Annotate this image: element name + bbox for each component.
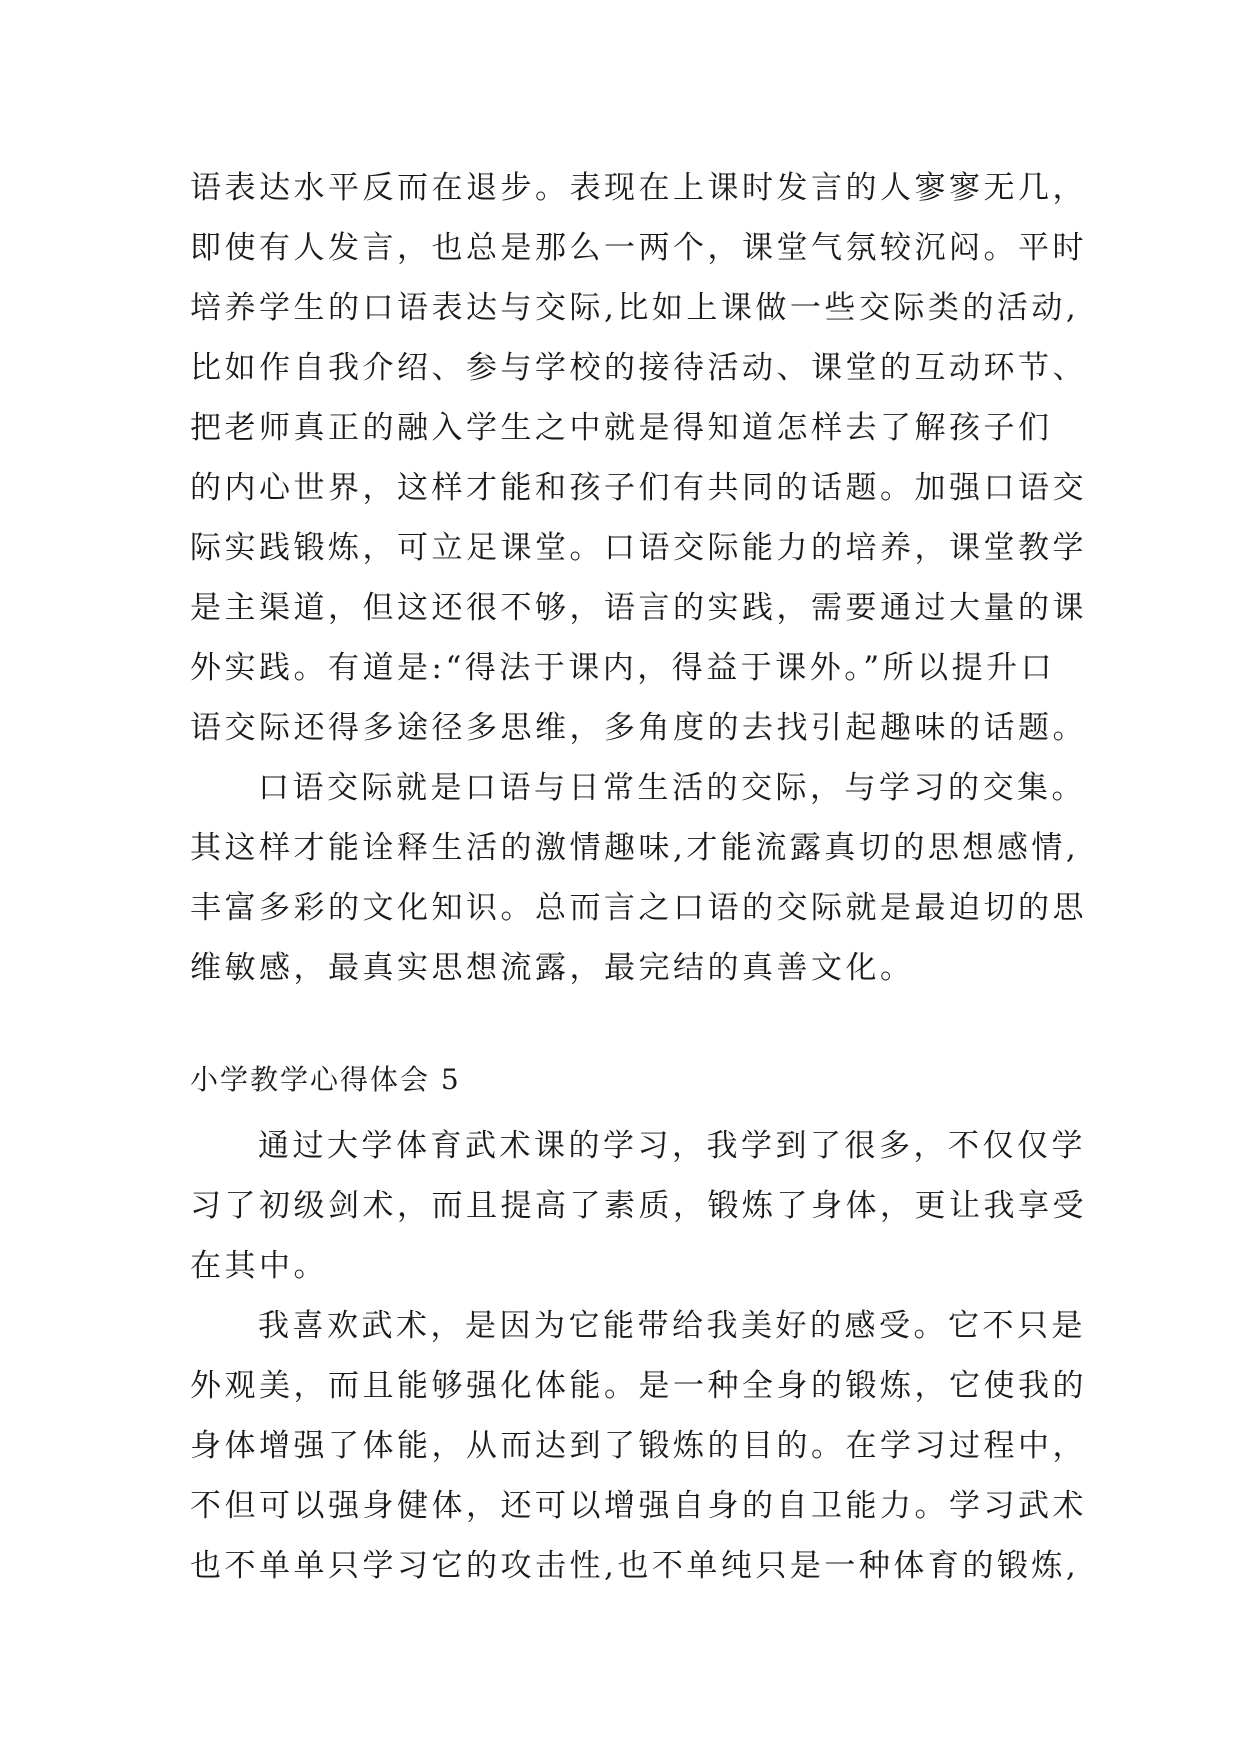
- paragraph-a-line-5: 把老师真正的融入学生之中就是得知道怎样去了解孩子们: [190, 410, 1053, 446]
- paragraph-a-line-1: 语表达水平反而在退步。表现在上课时发言的人寥寥无几，: [190, 170, 1087, 206]
- paragraph-c-line-3: 在其中。: [190, 1248, 328, 1284]
- paragraph-a-line-6: 的内心世界，这样才能和孩子们有共同的话题。加强口语交: [190, 470, 1087, 506]
- paragraph-d-line-1: 我喜欢武术，是因为它能带给我美好的感受。它不只是: [258, 1308, 1086, 1344]
- paragraph-a-line-2: 即使有人发言，也总是那么一两个，课堂气氛较沉闷。平时: [190, 230, 1087, 266]
- paragraph-a-line-3: 培养学生的口语表达与交际,比如上课做一些交际类的活动,: [190, 290, 1080, 326]
- section-heading: 小学教学心得体会 5: [190, 1063, 461, 1096]
- paragraph-d-line-3: 身体增强了体能，从而达到了锻炼的目的。在学习过程中，: [190, 1428, 1087, 1464]
- paragraph-c-line-2: 习了初级剑术，而且提高了素质，锻炼了身体，更让我享受: [190, 1188, 1087, 1224]
- paragraph-a-line-8: 是主渠道，但这还很不够，语言的实践，需要通过大量的课: [190, 590, 1087, 626]
- paragraph-d-line-5: 也不单单只学习它的攻击性,也不单纯只是一种体育的锻炼,: [190, 1548, 1080, 1584]
- paragraph-b-line-3: 丰富多彩的文化知识。总而言之口语的交际就是最迫切的思: [190, 890, 1087, 926]
- paragraph-a-line-7: 际实践锻炼，可立足课堂。口语交际能力的培养，课堂教学: [190, 530, 1087, 566]
- paragraph-a-line-9: 外实践。有道是:“得法于课内，得益于课外。”所以提升口: [190, 650, 1056, 686]
- paragraph-a-line-10: 语交际还得多途径多思维，多角度的去找引起趣味的话题。: [190, 710, 1087, 746]
- paragraph-b-line-2: 其这样才能诠释生活的激情趣味,才能流露真切的思想感情,: [190, 830, 1080, 866]
- paragraph-a-line-4: 比如作自我介绍、参与学校的接待活动、课堂的互动环节、: [190, 350, 1087, 386]
- paragraph-b-line-4: 维敏感，最真实思想流露，最完结的真善文化。: [190, 950, 915, 986]
- paragraph-c-line-1: 通过大学体育武术课的学习，我学到了很多，不仅仅学: [258, 1128, 1086, 1164]
- paragraph-b-line-1: 口语交际就是口语与日常生活的交际，与学习的交集。: [258, 770, 1086, 806]
- paragraph-d-line-4: 不但可以强身健体，还可以增强自身的自卫能力。学习武术: [190, 1488, 1087, 1524]
- paragraph-d-line-2: 外观美，而且能够强化体能。是一种全身的锻炼，它使我的: [190, 1368, 1087, 1404]
